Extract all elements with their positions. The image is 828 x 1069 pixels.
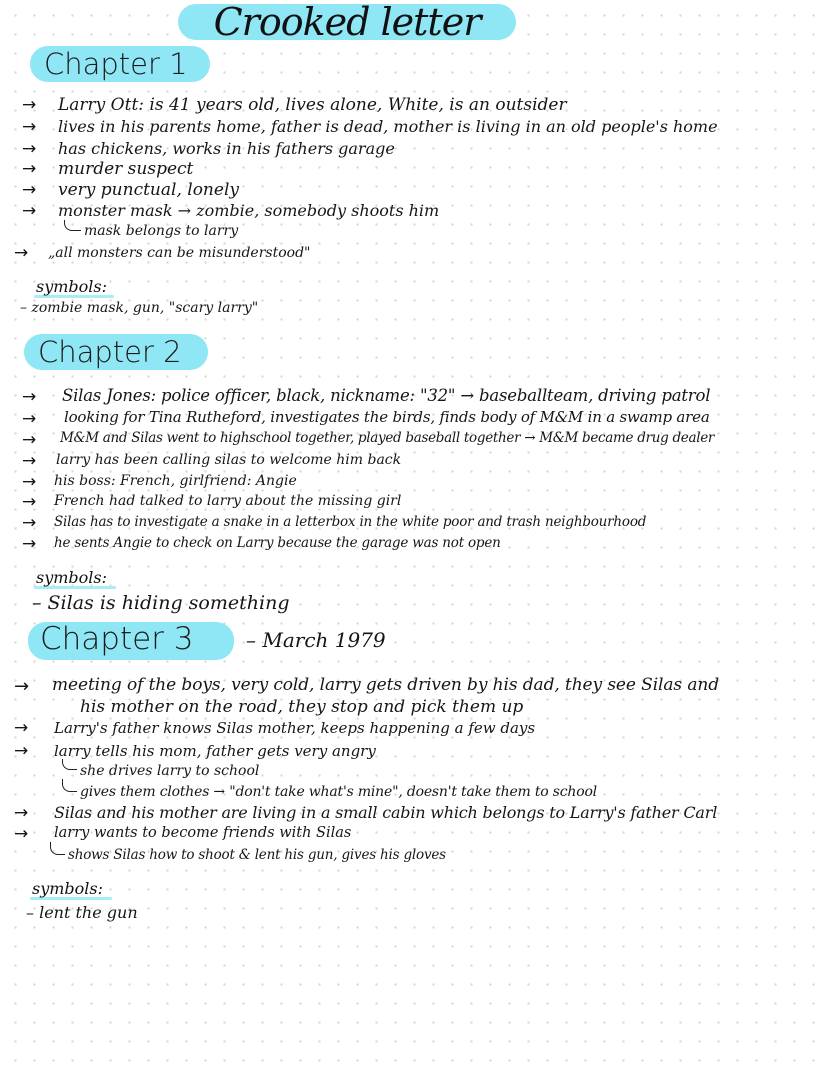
arrow-icon: →: [22, 180, 37, 200]
ch3-note-3: Larry's father knows Silas mother, keeps happening a few days: [54, 719, 536, 737]
ch2-symbols-label: symbols:: [36, 568, 108, 587]
ch1-note-3: has chickens, works in his fathers garage: [58, 139, 395, 158]
ch3-symbols-label: symbols:: [32, 879, 104, 898]
arrow-icon: →: [22, 472, 37, 492]
sub-arrow-icon: [64, 220, 81, 231]
sub-arrow-icon: [62, 779, 77, 792]
arrow-icon: →: [22, 95, 37, 115]
ch3-note-9: shows Silas how to shoot & lent his gun, gives his gloves: [68, 847, 446, 863]
arrow-icon: →: [22, 534, 37, 554]
sub-arrow-icon: [50, 842, 65, 855]
chapter-3-heading: Chapter 3: [40, 621, 194, 657]
arrow-icon: →: [22, 492, 37, 512]
ch3-note-6: gives them clothes → "don't take what's mine", doesn't take them to school: [80, 784, 597, 800]
ch1-symbols-text: – zombie mask, gun, "scary larry": [20, 300, 259, 316]
ch2-note-6: French had talked to larry about the missing girl: [54, 493, 402, 509]
chapter-2-heading: Chapter 2: [38, 335, 182, 369]
chapter-1-heading: Chapter 1: [44, 47, 188, 81]
ch3-note-7: Silas and his mother are living in a small cabin which belongs to Larry's father Carl: [54, 803, 718, 822]
ch3-note-1: meeting of the boys, very cold, larry gets driven by his dad, they see Silas and: [52, 675, 720, 695]
ch3-note-4: larry tells his mom, father gets very angry: [54, 742, 376, 760]
arrow-icon: →: [14, 741, 29, 761]
arrow-icon: →: [14, 243, 29, 263]
ch3-note-2: his mother on the road, they stop and pick them up: [80, 697, 524, 717]
ch2-note-8: he sents Angie to check on Larry because the garage was not open: [54, 535, 501, 551]
ch1-note-4: murder suspect: [58, 159, 194, 179]
page-title: Crooked letter: [213, 0, 481, 44]
arrow-icon: →: [14, 676, 30, 697]
ch1-note-2: lives in his parents home, father is dead, mother is living in an old people's home: [58, 117, 718, 136]
ch2-note-1: Silas Jones: police officer, black, nickname: "32" → baseballteam, driving patrol: [62, 386, 711, 405]
ch1-note-6: monster mask → zombie, somebody shoots him: [58, 201, 440, 220]
arrow-icon: →: [22, 387, 37, 407]
arrow-icon: →: [22, 513, 37, 533]
sub-arrow-icon: [62, 759, 77, 770]
arrow-icon: →: [22, 451, 37, 471]
ch2-note-5: his boss: French, girlfriend: Angie: [54, 473, 297, 489]
arrow-icon: →: [22, 159, 37, 179]
ch1-note-5: very punctual, lonely: [58, 180, 239, 200]
arrow-icon: →: [14, 824, 29, 844]
ch1-symbols-label: symbols:: [36, 277, 108, 296]
arrow-icon: →: [22, 201, 37, 221]
arrow-icon: →: [22, 409, 37, 429]
ch2-note-3: M&M and Silas went to highschool together, played baseball together → M&M became drug dealer: [60, 430, 715, 446]
arrow-icon: →: [14, 803, 29, 823]
ch3-note-8: larry wants to become friends with Silas: [54, 825, 352, 841]
ch2-note-4: larry has been calling silas to welcome him back: [56, 452, 402, 468]
ch2-note-7: Silas has to investigate a snake in a letterbox in the white poor and trash neighbourhood: [54, 514, 647, 530]
ch3-symbols-text: – lent the gun: [26, 903, 138, 922]
chapter-3-date: – March 1979: [246, 628, 386, 652]
arrow-icon: →: [22, 430, 37, 450]
ch2-note-2: looking for Tina Rutheford, investigates the birds, finds body of M&M in a swamp area: [64, 408, 710, 426]
arrow-icon: →: [22, 117, 37, 137]
ch1-note-8: „all monsters can be misunderstood": [48, 245, 311, 261]
ch1-note-1: Larry Ott: is 41 years old, lives alone, White, is an outsider: [58, 95, 567, 115]
ch1-note-7: mask belongs to larry: [84, 223, 239, 239]
arrow-icon: →: [22, 139, 37, 159]
ch2-symbols-text: – Silas is hiding something: [32, 592, 290, 614]
ch3-note-5: she drives larry to school: [80, 763, 260, 779]
arrow-icon: →: [14, 718, 29, 738]
